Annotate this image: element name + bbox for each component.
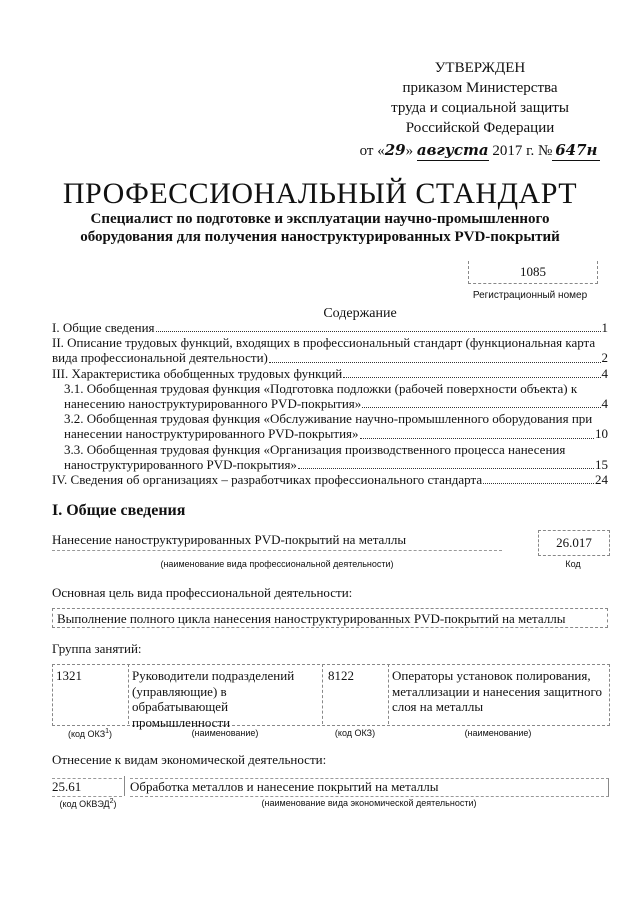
toc-item-3-2-line2[interactable]: нанесении наноструктурированного PVD-покрытия» 10 xyxy=(64,426,608,442)
activity-name-label: (наименование вида профессиональной деятельности) xyxy=(160,559,394,569)
occupation-code-1: 1321 xyxy=(56,668,82,683)
toc-item-2-line1[interactable]: II. Описание трудовых функций, входящих в профессиональный стандарт (функциональная карта xyxy=(52,335,596,351)
subtitle-line: оборудования для получения наноструктурированных PVD-покрытий xyxy=(80,229,560,245)
okved-code: 25.61 xyxy=(52,778,122,797)
approval-title: УТВЕРЖДЕН xyxy=(434,60,526,76)
handwritten-day: 29 xyxy=(384,141,406,159)
registration-number-label: Регистрационный номер xyxy=(472,290,588,301)
handwritten-month: августа xyxy=(416,141,489,159)
date-year: 2017 г. № xyxy=(492,143,553,159)
group-label: Группа занятий: xyxy=(52,641,142,656)
okz-name-label-2: (наименование) xyxy=(464,728,532,738)
occupation-name-2: Операторы установок полирования, металлизации и нанесения защитного слоя на металлы xyxy=(392,668,603,714)
toc-item-3[interactable]: III. Характеристика обобщенных трудовых функций 4 xyxy=(52,365,608,381)
toc-item-3-2-line1[interactable]: 3.2. Обобщенная трудовая функция «Обслуживание научно-промышленного оборудования при xyxy=(64,411,593,427)
handwritten-number: 647н xyxy=(552,140,600,161)
okved-name: Обработка металлов и нанесение покрытий на металлы xyxy=(130,778,609,797)
okved-code-label: (код ОКВЭД$^2$) xyxy=(59,798,117,809)
okved-name-label: (наименование вида экономической деятельности) xyxy=(261,798,477,808)
subtitle-line: Специалист по подготовке и эксплуатации научно-промышленного xyxy=(90,211,550,227)
goal-label: Основная цель вида профессиональной деятельности: xyxy=(52,585,353,600)
toc-item-3-3-line1[interactable]: 3.3. Обобщенная трудовая функция «Организация производственного процесса нанесения xyxy=(64,441,566,457)
code-label: Код xyxy=(565,559,581,569)
section-heading: I. Общие сведения xyxy=(52,502,186,519)
okz-code-label-2: (код ОКЗ) xyxy=(334,728,376,738)
approval-line: Российской Федерации xyxy=(405,120,555,136)
approval-line: труда и социальной защиты xyxy=(391,100,569,116)
toc-item-3-1-line2[interactable]: нанесению наноструктурированного PVD-покрытия» 4 xyxy=(64,396,608,412)
document-subtitle xyxy=(60,210,580,246)
document-title: ПРОФЕССИОНАЛЬНЫЙ СТАНДАРТ xyxy=(62,177,578,210)
toc-item-2-line2[interactable]: вида профессиональной деятельности) 2 xyxy=(52,350,608,366)
approval-line: приказом Министерства xyxy=(402,80,558,96)
approval-date xyxy=(330,140,630,161)
table-of-contents xyxy=(52,320,608,487)
activity-name-field: Нанесение наноструктурированных PVD-покрытий на металлы xyxy=(52,532,502,551)
okved-label: Отнесение к видам экономической деятельности: xyxy=(52,752,327,767)
toc-title: Содержание xyxy=(323,306,397,321)
occupation-code-2: 8122 xyxy=(328,668,354,683)
goal-text-box: Выполнение полного цикла нанесения наноструктурированных PVD-покрытий на металлы xyxy=(52,608,608,628)
okz-code-label: (код ОКЗ$^1$) xyxy=(67,728,113,739)
occupation-name-1: Руководители подразделений (управляющие) в обрабатывающей промышленности xyxy=(132,668,295,730)
activity-code-box: 26.017 xyxy=(538,530,610,556)
okz-name-label: (наименование) xyxy=(191,728,259,738)
approval-block xyxy=(330,58,630,161)
toc-item-1[interactable]: I. Общие сведения 1 xyxy=(52,320,608,335)
toc-item-3-3-line2[interactable]: наноструктурированного PVD-покрытия» 15 xyxy=(64,456,608,472)
date-mid: » xyxy=(405,143,414,159)
toc-item-3-1-line1[interactable]: 3.1. Обобщенная трудовая функция «Подготовка подложки (рабочей поверхности объекта) к xyxy=(64,380,578,396)
registration-number-box: 1085 xyxy=(468,261,598,284)
date-prefix: от « xyxy=(359,143,385,159)
toc-item-4[interactable]: IV. Сведения об организациях – разработчиках профессионального стандарта 24 xyxy=(52,472,608,488)
